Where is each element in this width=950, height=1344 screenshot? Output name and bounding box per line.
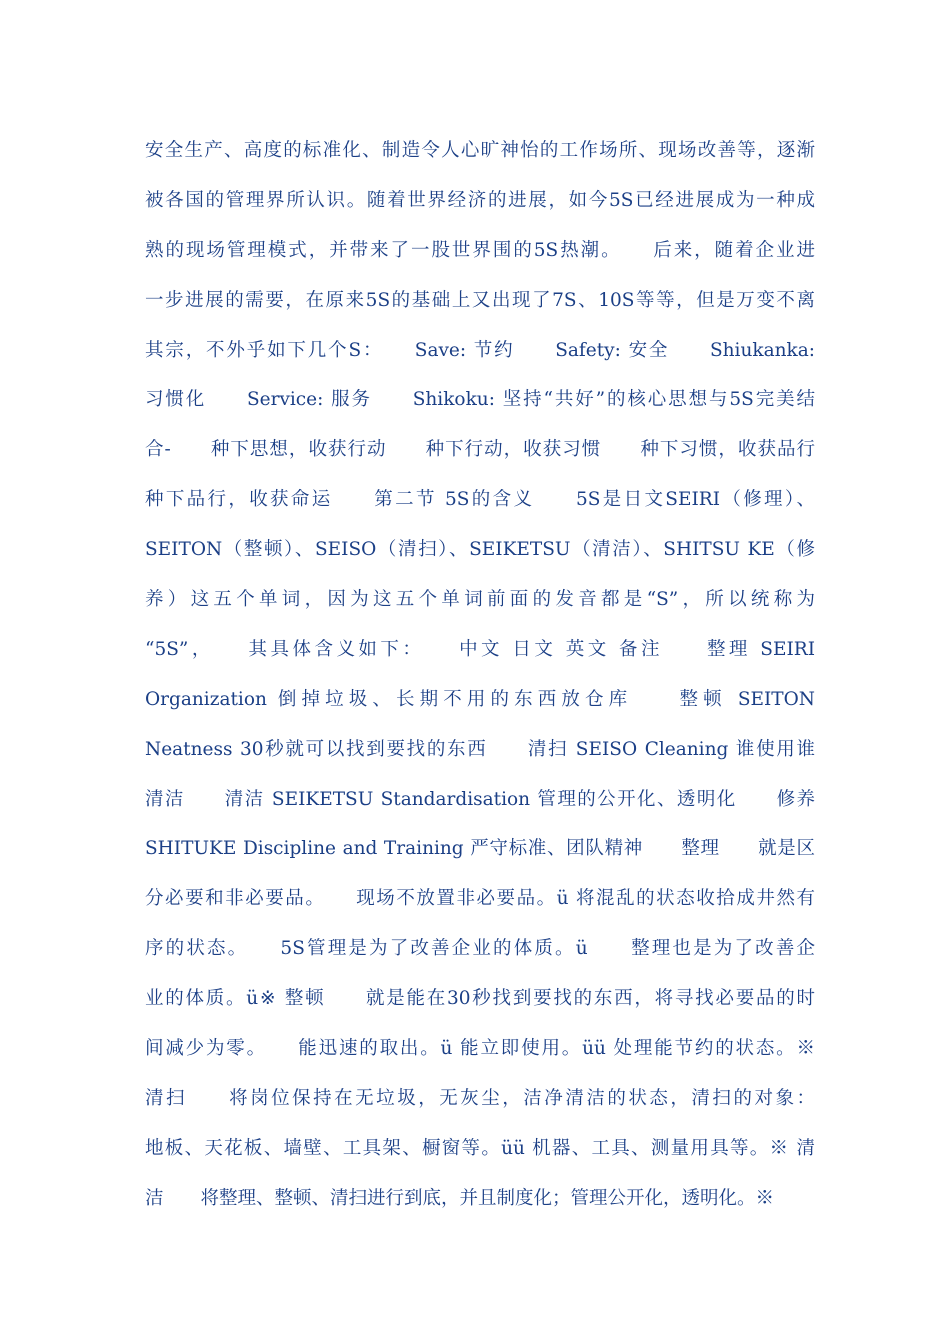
text-line: 种下品行，收获命运 第二节 5S的含义 5S是日文SEIRI（修理）、 <box>145 489 815 511</box>
text-line: 被各国的管理界所认识。随着世界经济的进展，如今5S已经进展成为一种成 <box>145 189 815 211</box>
body-text <box>145 126 815 1224</box>
text-line: 间减少为零。 能迅速的取出。ü 能立即使用。üü 处理能节约的状态。※ <box>145 1038 815 1060</box>
text-line: 洁 将整理、整顿、清扫进行到底，并且制度化；管理公开化，透明化。※ <box>145 1187 775 1209</box>
text-line: 分必要和非必要品。 现场不放置非必要品。ü 将混乱的状态收拾成井然有 <box>145 888 815 910</box>
text-line: 一步进展的需要，在原来5S的基础上又出现了7S、10S等等，但是万变不离 <box>145 289 815 311</box>
text-line: 养）这五个单词，因为这五个单词前面的发音都是“S”，所以统称为 <box>145 589 815 611</box>
text-line: 地板、天花板、墙壁、工具架、橱窗等。üü 机器、工具、测量用具等。※ 清 <box>145 1137 815 1159</box>
text-line: SEITON（整顿）、SEISO（清扫）、SEIKETSU（清洁）、SHITSU KE（修 <box>145 539 815 561</box>
text-line: 清扫 将岗位保持在无垃圾，无灰尘，洁净清洁的状态，清扫的对象： <box>145 1087 815 1109</box>
text-line: Organization 倒掉垃圾、长期不用的东西放仓库 整顿 SEITON <box>145 688 815 710</box>
text-line: Neatness 30秒就可以找到要找的东西 清扫 SEISO Cleaning 谁使用谁 <box>145 738 815 760</box>
text-line: 其宗，不外乎如下几个S： Save: 节约 Safety: 安全 Shiukanka: <box>145 339 815 361</box>
text-line: 合- 种下思想，收获行动 种下行动，收获习惯 种下习惯，收获品行 <box>145 439 815 461</box>
text-line: 清洁 清洁 SEIKETSU Standardisation 管理的公开化、透明化 修养 <box>145 788 815 810</box>
text-line: “5S”， 其具体含义如下： 中文 日文 英文 备注 整理 SEIRI <box>145 638 815 660</box>
text-line: 序的状态。 5S管理是为了改善企业的体质。ü 整理也是为了改善企 <box>145 938 815 960</box>
text-line: SHITUKE Discipline and Training 严守标准、团队精神 整理 就是区 <box>145 838 815 860</box>
text-line: 熟的现场管理模式，并带来了一股世界围的5S热潮。 后来，随着企业进 <box>145 239 815 261</box>
text-line: 安全生产、高度的标准化、制造令人心旷神怡的工作场所、现场改善等，逐渐 <box>145 140 815 161</box>
text-line: 业的体质。ü※ 整顿 就是能在30秒找到要找的东西，将寻找必要品的时 <box>145 988 815 1010</box>
text-line: 习惯化 Service: 服务 Shikoku: 坚持“共好”的核心思想与5S完美结 <box>145 389 815 411</box>
